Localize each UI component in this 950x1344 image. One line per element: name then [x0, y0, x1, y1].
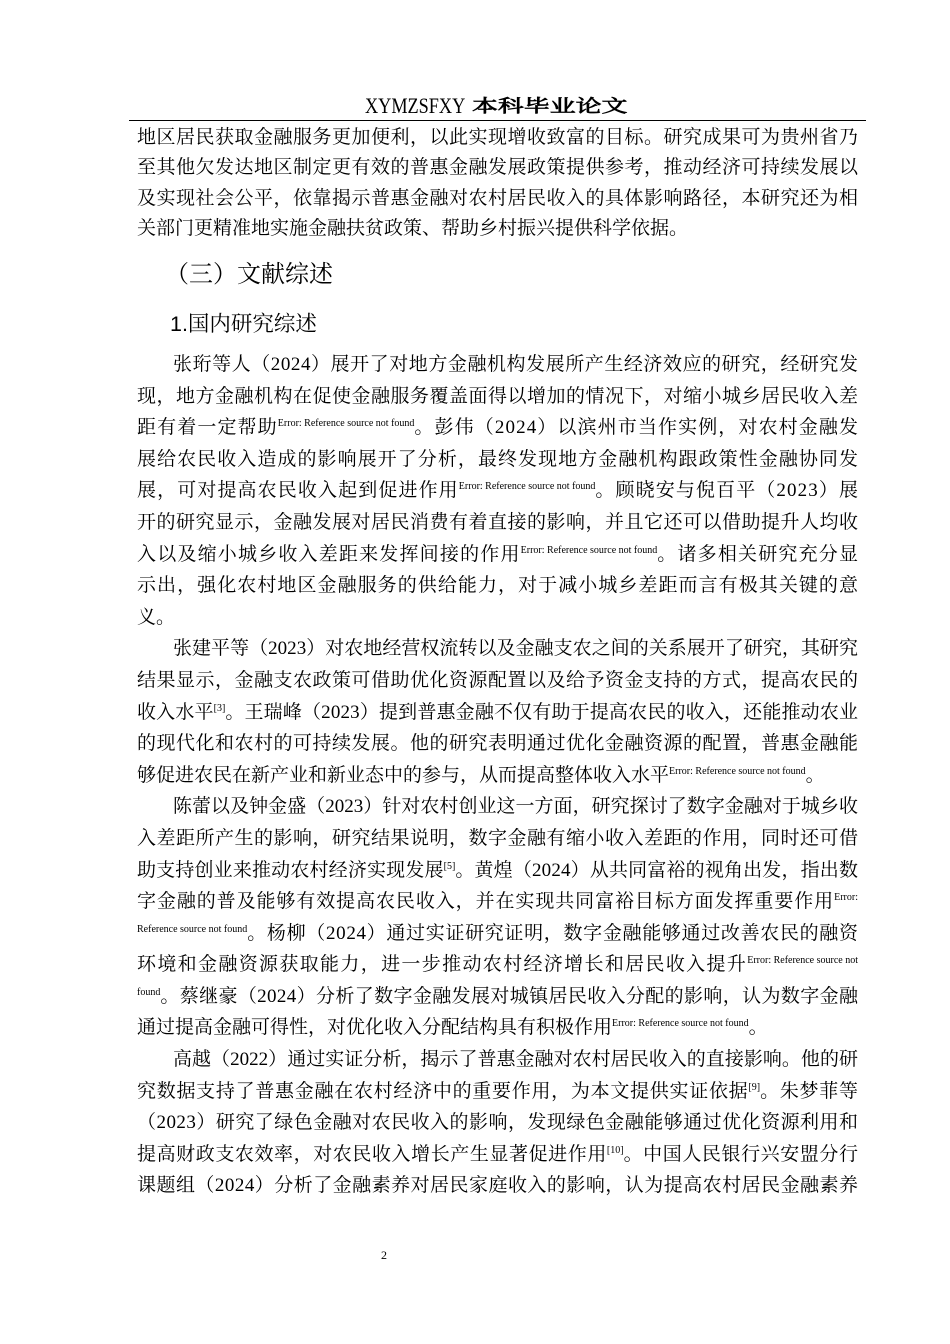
text-run: 。朱梦菲等 — [760, 1080, 859, 1102]
text-line — [137, 444, 858, 476]
text-run: 。彭伟（2024）以滨州市当作实例，对农村金融发 — [414, 417, 860, 439]
text-line-content — [137, 665, 859, 697]
text-line-content — [137, 855, 858, 887]
text-run: 助支持创业来推动农村经济实现发展 — [137, 859, 444, 881]
text-line-content — [137, 1012, 768, 1044]
citation-superscript: Error: Reference source not — [747, 955, 858, 967]
text-line-content — [173, 791, 858, 823]
text-line-content — [137, 570, 859, 602]
text-run: 展给农民收入造成的影响展开了分析，最终发现地方金融机构跟政策性金融协同发 — [137, 448, 860, 470]
paragraph-intro-continuation — [137, 123, 858, 245]
text-line — [137, 184, 858, 215]
text-run: 的现代化和农村的可持续发展。他的研究表明通过优化金融资源的配置，普惠金融能 — [137, 733, 859, 755]
text-line — [137, 855, 858, 887]
intro-text-block — [137, 123, 858, 245]
text-run: 至其他欠发达地区制定更有效的普惠金融发展政策提供参考，推动经济可持续发展以 — [137, 157, 859, 179]
text-line-content — [137, 1139, 859, 1171]
text-line — [137, 1076, 858, 1108]
text-line-content — [137, 475, 859, 507]
text-line — [137, 823, 858, 855]
text-run: 入以及缩小城乡收入差距来发挥间接的作用 — [137, 543, 521, 565]
text-line — [137, 381, 858, 413]
text-line-content — [137, 728, 859, 760]
citation-superscript: Error: Reference source not found — [612, 1018, 749, 1030]
text-line-content — [137, 602, 175, 634]
text-line-content — [137, 949, 858, 981]
text-line — [137, 728, 858, 760]
text-run: 开的研究显示，金融发展对居民消费有着直接的影响，并且它还可以借助提升人均收 — [137, 511, 859, 533]
text-line-content — [137, 539, 859, 571]
text-line — [137, 949, 858, 981]
text-line — [137, 981, 858, 1013]
text-run: 地区居民获取金融服务更加便利，以此实现增收致富的目标。研究成果可为贵州省乃 — [137, 126, 859, 148]
text-line — [137, 1139, 858, 1171]
text-run: 。中国人民银行兴安盟分行 — [623, 1143, 859, 1165]
text-run: 。蔡继豪（2024）分析了数字金融发展对城镇居民收入分配的影响，认为数字金融 — [160, 985, 859, 1007]
text-line-content — [137, 123, 859, 154]
text-run: 。顾晓安与倪百平（2023）展 — [595, 480, 860, 502]
text-line-content — [137, 1107, 858, 1139]
citation-superscript: Error: Reference source not found — [520, 544, 658, 556]
text-line-content — [137, 153, 859, 184]
text-run: 课题组（2024）分析了金融素养对居民家庭收入的影响，认为提高农村居民金融素养 — [137, 1175, 859, 1197]
header-rule — [129, 120, 866, 121]
section-heading: （三）文献综述 — [165, 261, 333, 288]
text-run: 。王瑞峰（2023）提到普惠金融不仅有助于提高农民的收入，还能推动农业 — [225, 701, 859, 723]
text-line — [137, 918, 858, 950]
text-run: 现，地方金融机构在促使金融服务覆盖面得以增加的情况下，对缩小城乡居民收入差 — [137, 385, 859, 407]
citation-superscript: Error: Reference source not found — [458, 481, 596, 493]
text-run: 究数据支持了普惠金融在农村经济中的重要作用，为本文提供实证依据 — [137, 1080, 749, 1102]
citation-superscript: [10] — [606, 1144, 624, 1156]
paragraph-agri-finance — [137, 633, 858, 791]
citation-superscript: [3] — [213, 702, 226, 714]
text-run: 。杨柳（2024）通过实证研究证明，数字金融能够通过改善农民的融资 — [247, 922, 859, 944]
text-run: 张珩等人（2024）展开了对地方金融机构发展所产生经济效应的研究，经研究发 — [173, 354, 859, 375]
text-line-content — [137, 444, 859, 476]
text-run: 环境和金融资源获取能力，进一步推动农村经济增长和居民收入提升 — [137, 954, 748, 976]
text-line — [137, 791, 858, 823]
subsection-heading: 1.国内研究综述 — [170, 312, 317, 336]
text-run: （2023）研究了绿色金融对农民收入的影响，发现绿色金融能够通过优化资源利用和 — [137, 1112, 859, 1134]
text-line — [137, 475, 858, 507]
header-title: 本科毕业论文 — [472, 97, 628, 117]
text-run: 。诸多相关研究充分显 — [657, 543, 860, 565]
text-line-content — [137, 184, 859, 215]
text-line-content — [137, 1076, 859, 1108]
text-line-content — [137, 1170, 858, 1202]
text-line — [137, 1107, 858, 1139]
text-line — [137, 886, 858, 918]
text-run: 。 — [748, 1017, 768, 1039]
text-line — [137, 602, 858, 634]
text-run: 提高财政支农效率，对农民收入增长产生显著促进作用 — [137, 1143, 607, 1165]
text-line-content — [173, 633, 858, 665]
text-line-content — [137, 886, 858, 918]
text-line — [137, 697, 858, 729]
text-run: 通过提高金融可得性，对优化收入分配结构具有积极作用 — [137, 1017, 613, 1039]
text-line-content — [137, 918, 859, 950]
text-run: 结果显示，金融支农政策可借助优化资源配置以及给予资金支持的方式，提高农民的 — [137, 669, 859, 691]
text-run: 够促进农民在新产业和新业态中的参与，从而提高整体收入水平 — [137, 764, 670, 786]
paragraph-empirical-studies — [137, 1044, 858, 1202]
paragraph-digital-finance — [137, 791, 858, 1044]
text-run: 示出，强化农村地区金融服务的供给能力，对于减小城乡差距而言有极其关键的意 — [137, 575, 860, 597]
text-line-content — [137, 412, 859, 444]
text-line — [137, 123, 858, 154]
text-run: 入差距所产生的影响，研究结果说明，数字金融有缩小收入差距的作用，同时还可借 — [137, 827, 859, 849]
citation-superscript: Reference source not found — [137, 923, 248, 935]
text-run: 陈蕾以及钟金盛（2023）针对农村创业这一方面，研究探讨了数字金融对于城乡收 — [173, 796, 859, 818]
text-run: 及实现社会公平，依靠揭示普惠金融对农村居民收入的具体影响路径，本研究还为相 — [137, 187, 859, 209]
text-line — [137, 507, 858, 539]
text-run: 。黄煌（2024）从共同富裕的视角出发，指出数 — [455, 859, 859, 881]
text-line — [137, 1044, 858, 1076]
text-run: 义。 — [137, 606, 176, 628]
citation-superscript: Error: Reference source not found — [277, 418, 415, 430]
text-line — [137, 214, 858, 245]
text-line — [137, 1012, 858, 1044]
text-run: 距有着一定帮助 — [137, 417, 278, 439]
text-line-content — [137, 214, 688, 245]
text-line — [137, 349, 858, 381]
citation-superscript: [5] — [443, 860, 456, 872]
text-run: 收入水平 — [137, 701, 214, 723]
text-line — [137, 412, 858, 444]
text-line — [137, 153, 858, 184]
text-run: 展，可对提高农民收入起到促进作用 — [137, 480, 459, 502]
text-run: 字金融的普及能够有效提高农民收入，并在实现共同富裕目标方面发挥重要作用 — [137, 891, 835, 913]
header-school-code: XYMZSFXY — [365, 93, 466, 118]
text-line — [137, 760, 858, 792]
text-line — [137, 539, 858, 571]
text-line-content — [137, 823, 859, 855]
text-line-content — [137, 697, 858, 729]
text-line-content — [173, 349, 859, 381]
text-line — [137, 570, 858, 602]
text-line-content — [137, 381, 859, 413]
citation-superscript: [9] — [748, 1081, 761, 1093]
text-line — [137, 665, 858, 697]
text-line-content — [137, 760, 825, 792]
text-run: 关部门更精准地实施金融扶贫政策、帮助乡村振兴提供科学依据。 — [137, 218, 689, 240]
text-run: 张建平等（2023）对农地经营权流转以及金融支农之间的关系展开了研究，其研究 — [173, 638, 859, 660]
literature-review-block — [137, 349, 858, 1202]
citation-superscript: Error: — [834, 892, 858, 904]
citation-superscript: Error: Reference source not found — [669, 765, 806, 777]
page-number: 2 — [381, 1248, 387, 1262]
text-line-content — [137, 507, 859, 539]
paragraph-local-finance — [137, 349, 858, 633]
text-line-content — [137, 981, 858, 1013]
text-line — [137, 1170, 858, 1202]
text-run: 。 — [805, 764, 825, 786]
text-line-content — [173, 1044, 858, 1076]
text-run: 高越（2022）通过实证分析，揭示了普惠金融对农村居民收入的直接影响。他的研 — [173, 1049, 859, 1071]
text-line — [137, 633, 858, 665]
citation-superscript: found — [137, 986, 161, 998]
